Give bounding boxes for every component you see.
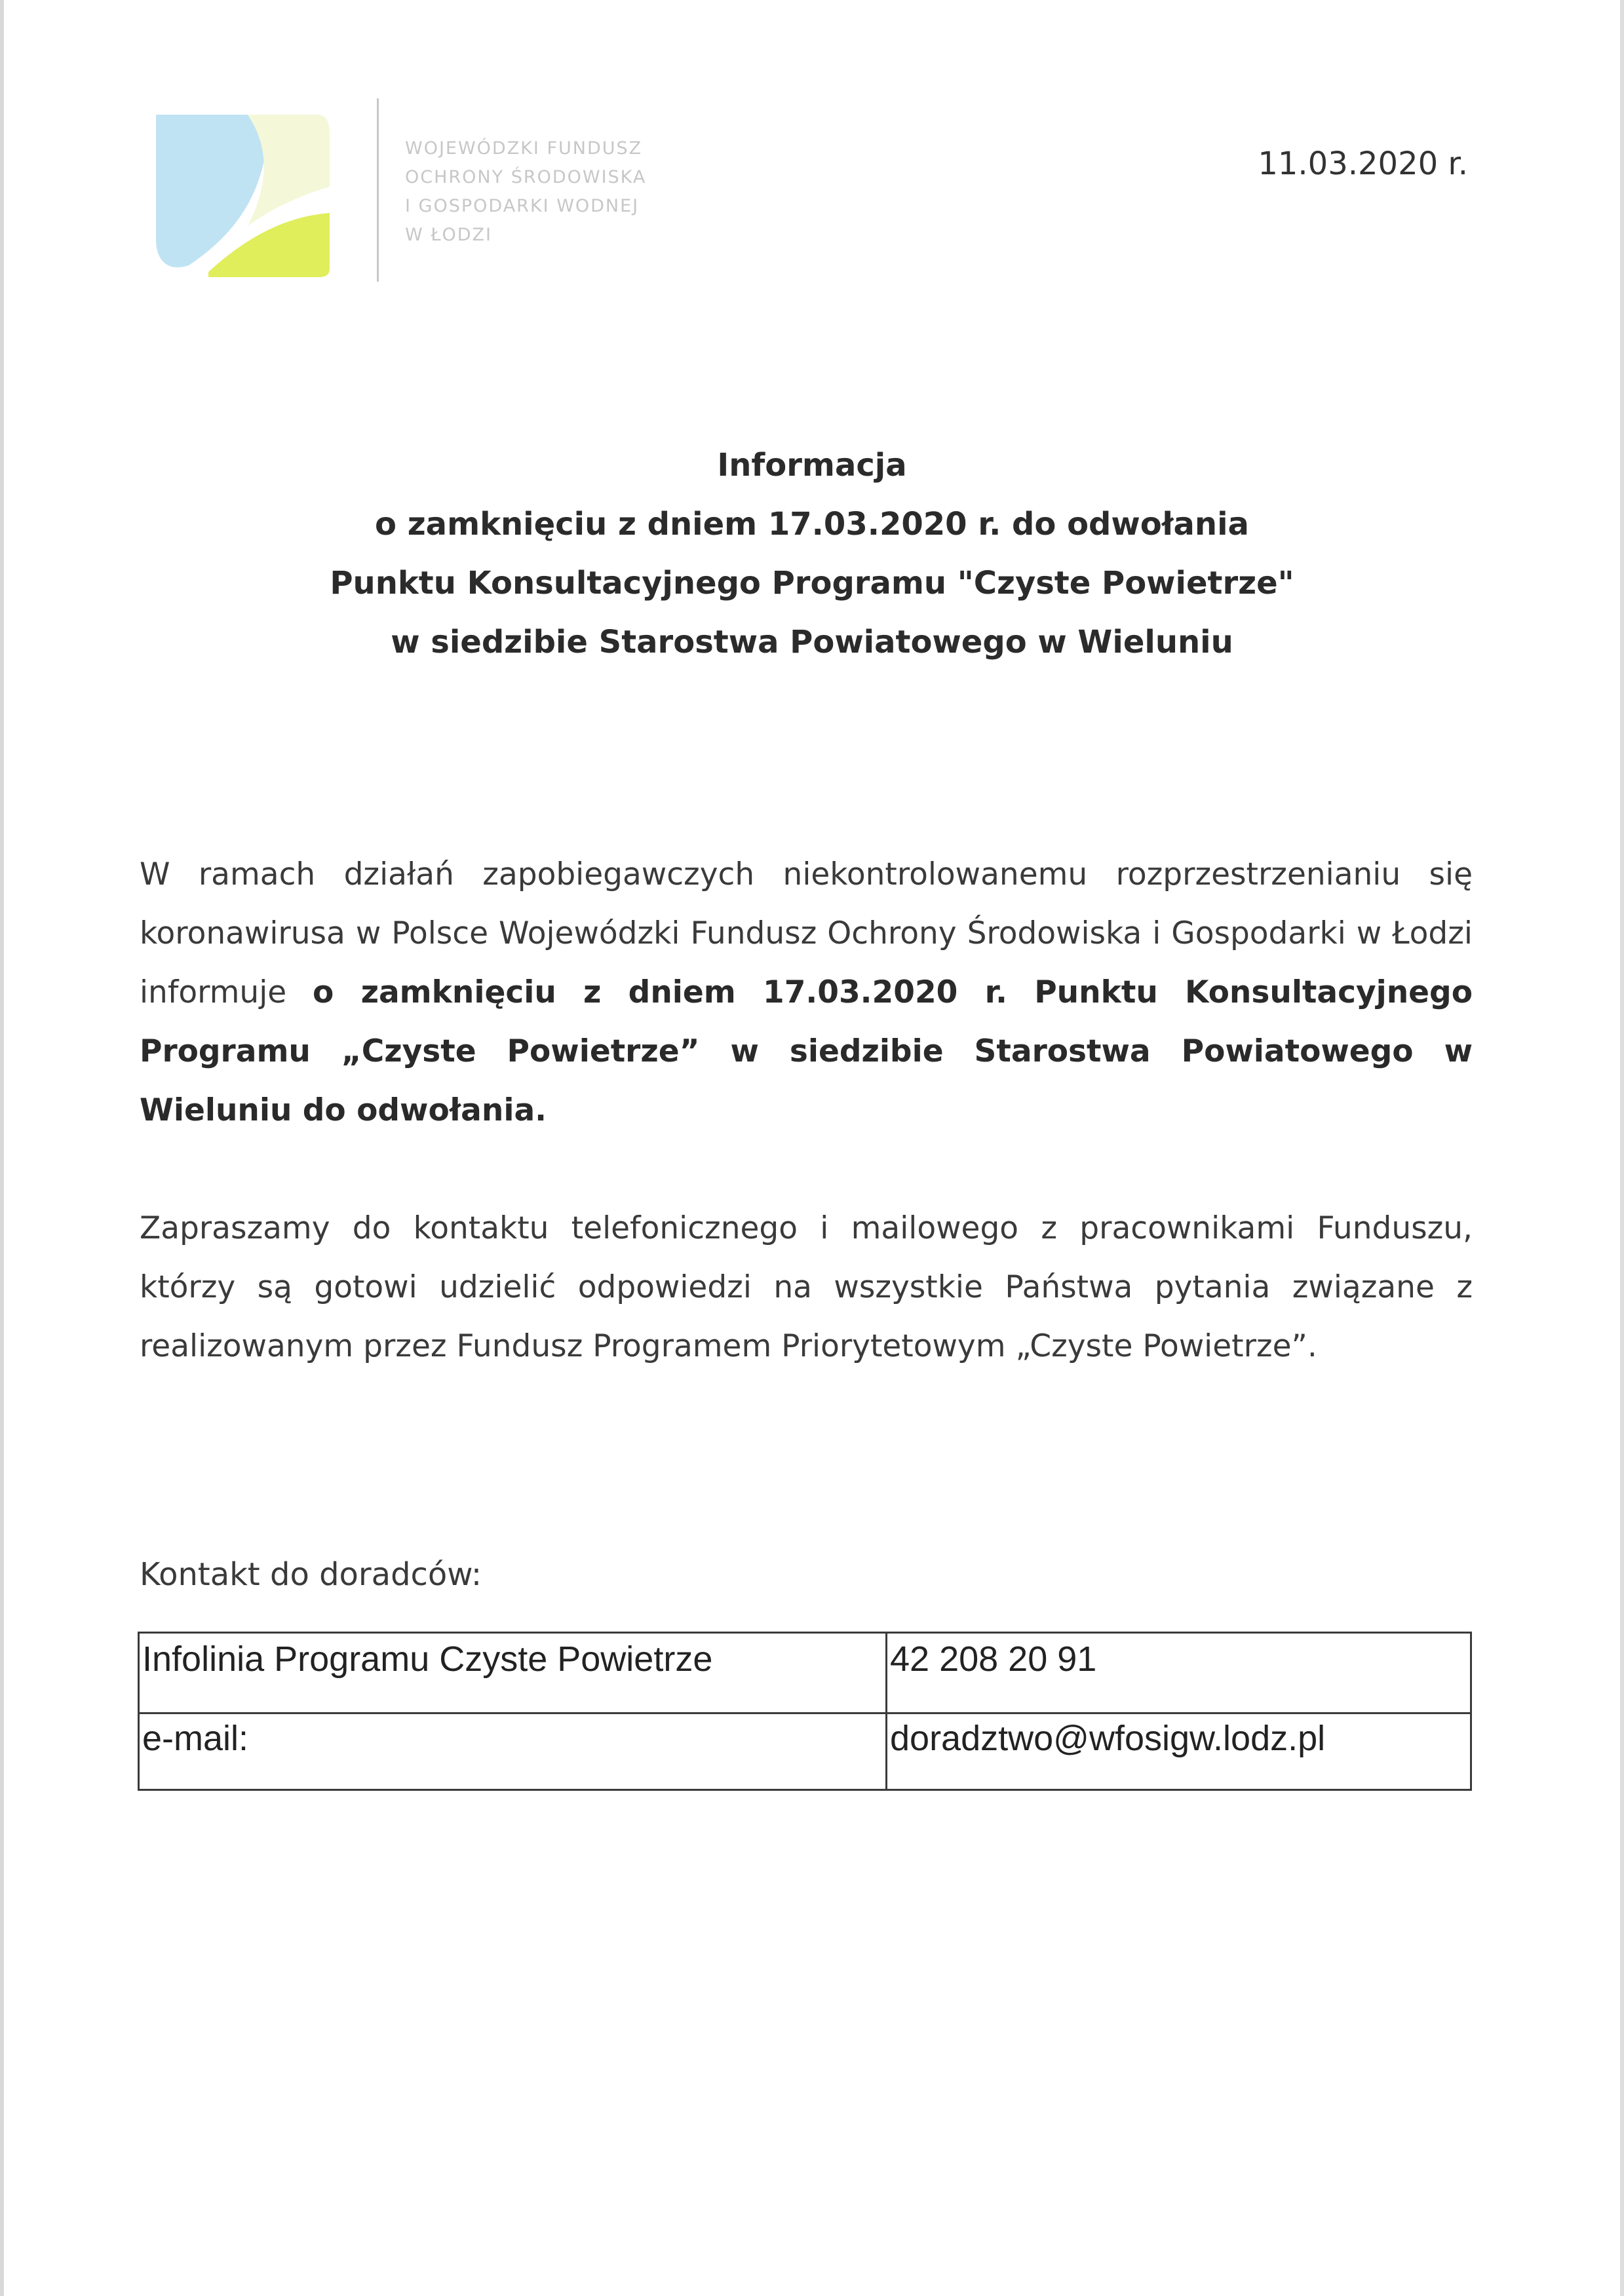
title-line: o zamknięciu z dniem 17.03.2020 r. do odwołania xyxy=(375,506,1249,543)
contact-phone-cell: 42 208 20 91 xyxy=(887,1633,1471,1713)
organization-name xyxy=(405,134,646,250)
contact-email-cell: doradztwo@wfosigw.lodz.pl xyxy=(887,1713,1471,1790)
document-title xyxy=(0,436,1624,672)
title-line: Informacja xyxy=(717,447,907,484)
paragraph-text: W ramach działań zapobiegawczych niekontrolowanemu rozprzestrzenianiu się koronawirusa w Polsce Wojewódzki Fundusz Ochrony Środowiska i Gospodarki w Łodzi informuje xyxy=(140,856,1473,1010)
org-name-line: W ŁODZI xyxy=(405,225,492,245)
table-row xyxy=(139,1633,1471,1713)
contact-table xyxy=(138,1632,1472,1791)
table-row xyxy=(139,1713,1471,1790)
title-line: w siedzibie Starostwa Powiatowego w Wieluniu xyxy=(391,624,1233,660)
paragraph-bold-text: o zamknięciu z dniem 17.03.2020 r. Punktu Konsultacyjnego Programu „Czyste Powietrze” w siedzibie Starostwa Powiatowego w Wieluniu do odwołania. xyxy=(140,974,1473,1128)
org-name-line: WOJEWÓDZKI FUNDUSZ xyxy=(405,138,643,159)
org-name-line: I GOSPODARKI WODNEJ xyxy=(405,196,640,216)
body-paragraph-2: Zapraszamy do kontaktu telefonicznego i mailowego z pracownikami Funduszu, którzy są gotowi udzielić odpowiedzi na wszystkie Państwa pytania związane z realizowanym przez Fundusz Programem Priorytetowym „Czyste Powietrze”. xyxy=(140,1210,1473,1364)
logo-divider xyxy=(377,98,379,282)
scan-right-edge xyxy=(1620,0,1624,2296)
title-line: Punktu Konsultacyjnego Programu "Czyste Powietrze" xyxy=(330,565,1294,602)
fund-logo-icon xyxy=(149,108,333,278)
contact-label-cell: Infolinia Programu Czyste Powietrze xyxy=(139,1633,887,1713)
body-paragraph-1 xyxy=(140,845,1473,1140)
scan-left-edge xyxy=(0,0,4,2296)
contact-label-cell: e-mail: xyxy=(139,1713,887,1790)
document-date: 11.03.2020 r. xyxy=(1258,145,1468,182)
contacts-label: Kontakt do doradców: xyxy=(140,1556,482,1593)
org-name-line: OCHRONY ŚRODOWISKA xyxy=(405,167,647,187)
